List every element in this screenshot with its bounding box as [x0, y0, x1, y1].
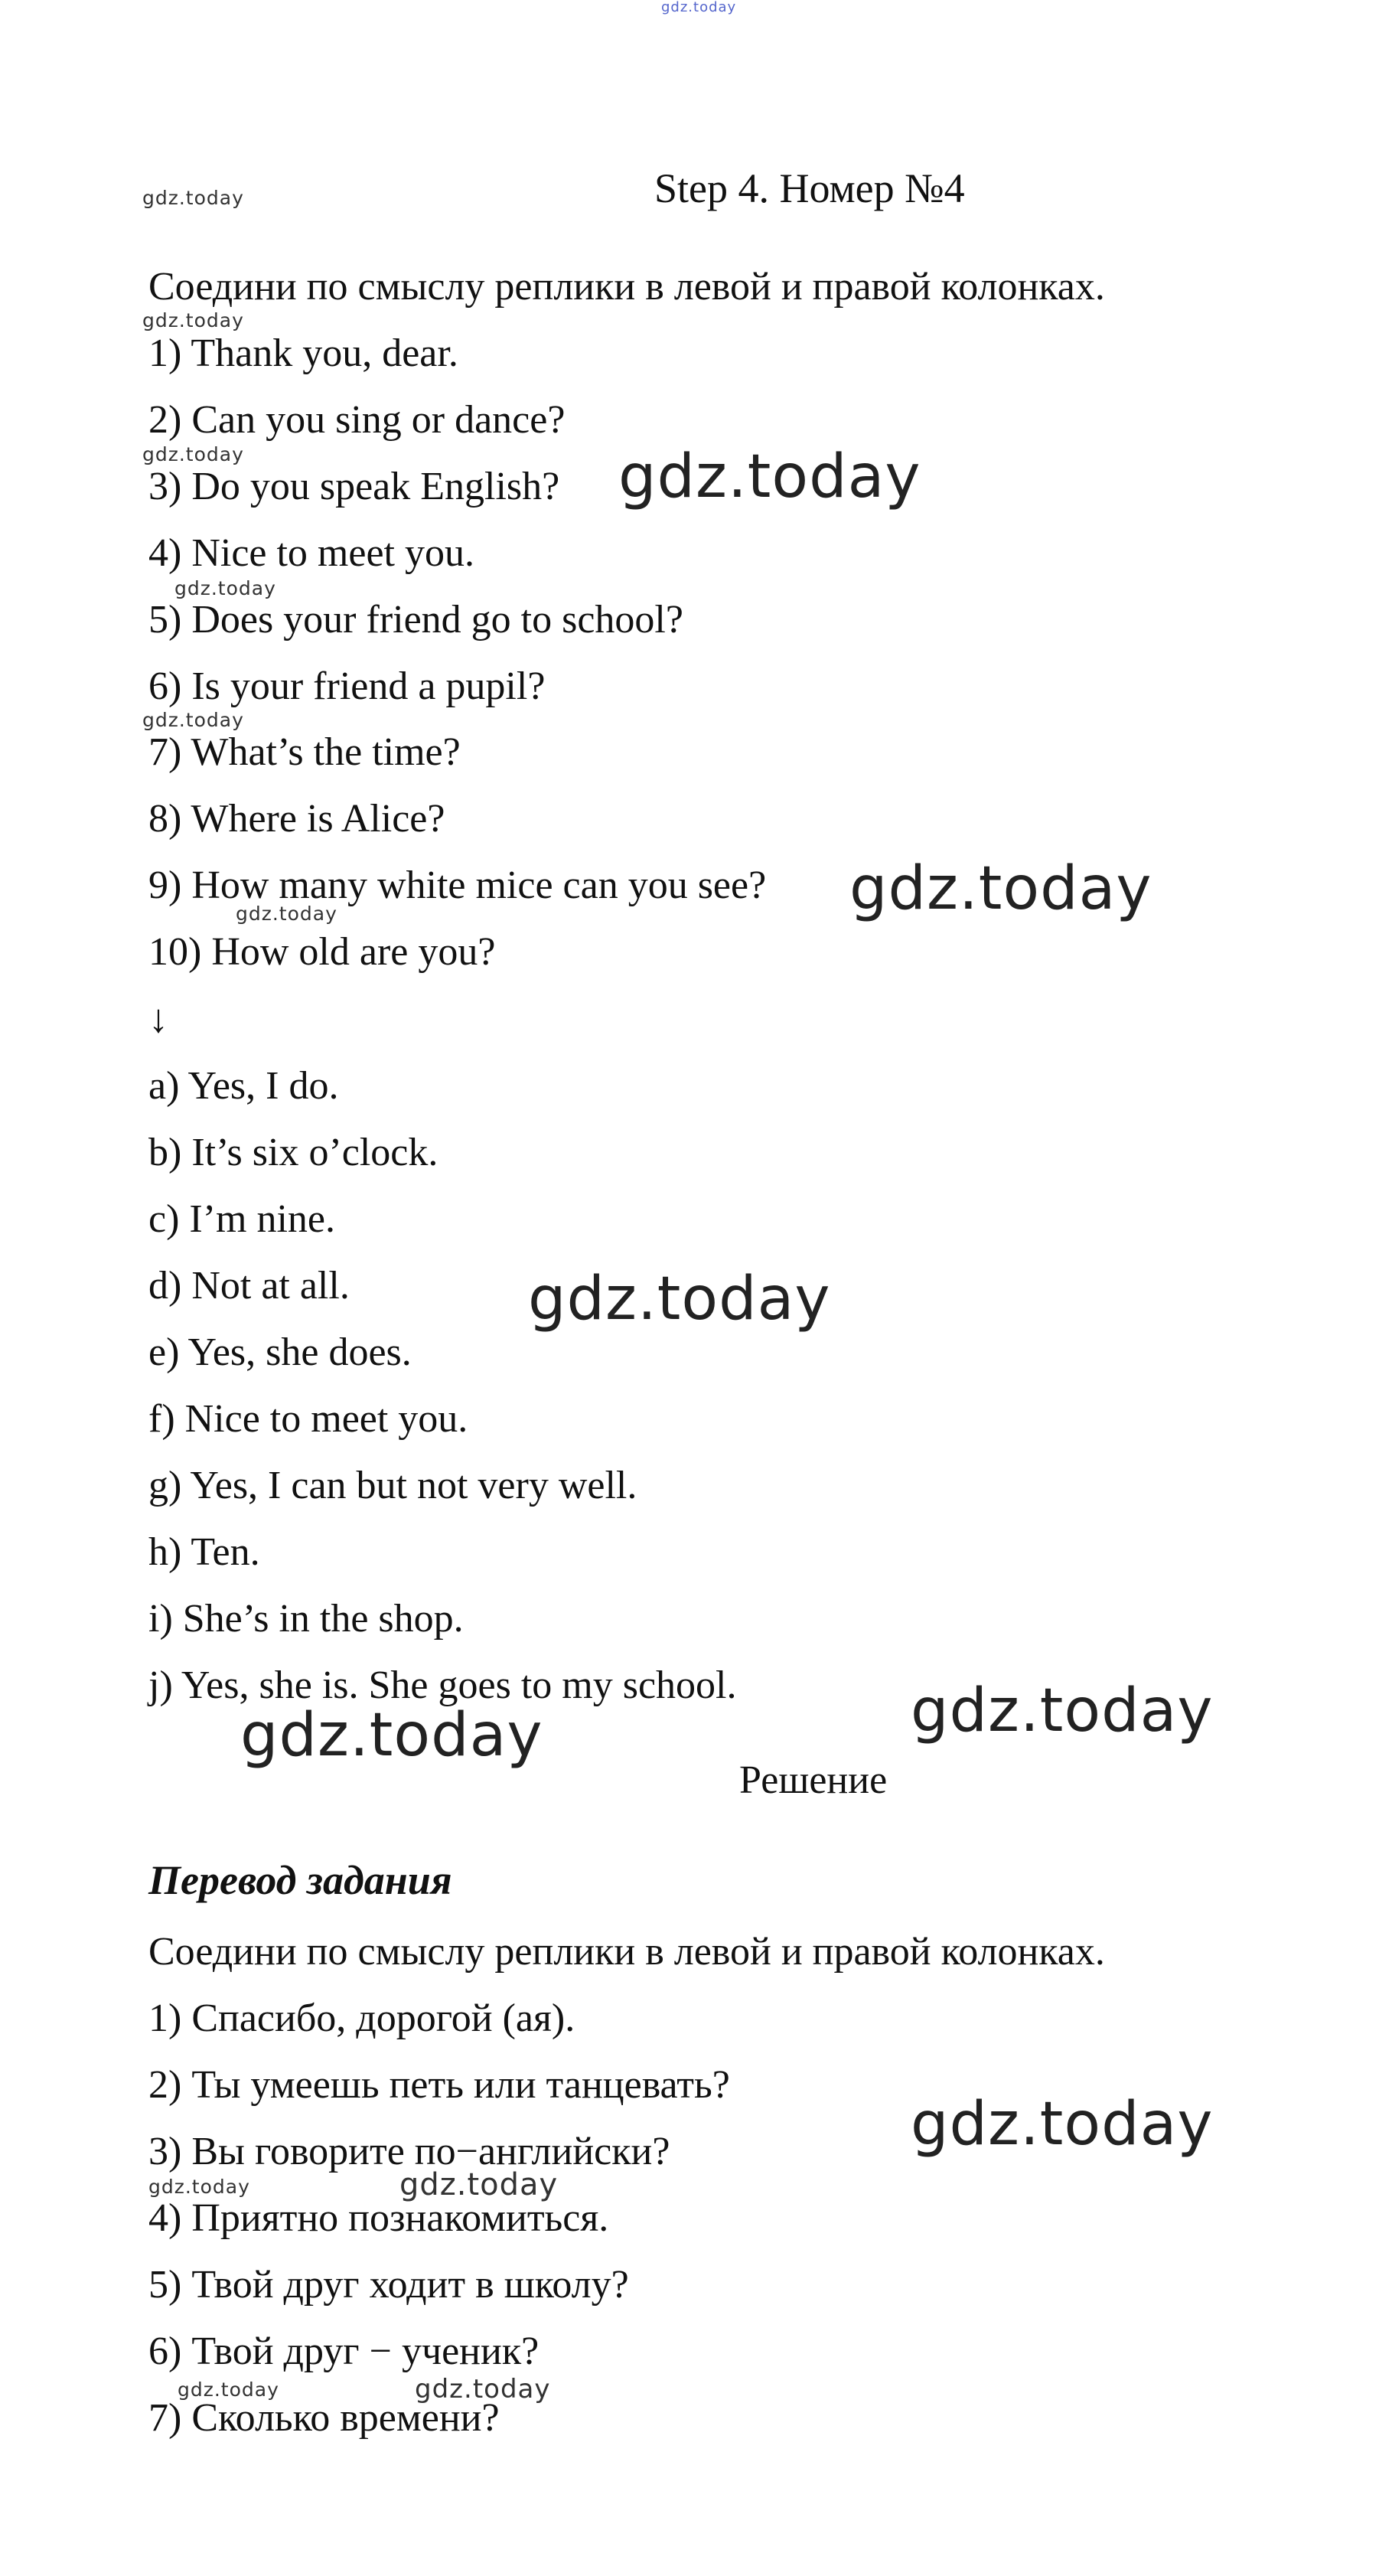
- answer-item: d) Not at all.: [148, 1264, 350, 1308]
- watermark-small: gdz.today: [236, 903, 337, 925]
- answer-item: i) She’s in the shop.: [148, 1597, 464, 1641]
- watermark-small: gdz.today: [142, 443, 244, 465]
- question-item: 2) Can you sing or dance?: [148, 398, 566, 442]
- arrow-down-icon: ↓: [148, 997, 168, 1041]
- watermark-medium: gdz.today: [399, 2167, 559, 2202]
- translation-line: 6) Твой друг − ученик?: [148, 2330, 540, 2373]
- watermark-small: gdz.today: [174, 577, 276, 599]
- watermark-large: gdz.today: [618, 442, 921, 511]
- watermark-medium: gdz.today: [415, 2374, 551, 2405]
- answer-item: h) Ten.: [148, 1530, 260, 1574]
- question-item: 7) What’s the time?: [148, 730, 461, 774]
- question-item: 6) Is your friend a pupil?: [148, 664, 546, 708]
- answer-item: j) Yes, she is. She goes to my school.: [148, 1663, 737, 1707]
- watermark-large: gdz.today: [911, 2090, 1214, 2159]
- answer-item: g) Yes, I can but not very well.: [148, 1464, 637, 1507]
- question-item: 3) Do you speak English?: [148, 465, 560, 508]
- watermark-small: gdz.today: [142, 709, 244, 731]
- question-item: 5) Does your friend go to school?: [148, 598, 683, 642]
- watermark-small: gdz.today: [148, 2176, 250, 2198]
- watermark-top: gdz.today: [661, 0, 737, 15]
- answer-item: c) I’m nine.: [148, 1197, 336, 1241]
- translation-instruction: Соедини по смыслу реплики в левой и правой колонках.: [148, 1930, 1105, 1974]
- page-title: Step 4. Номер №4: [654, 165, 965, 211]
- task-instruction: Соедини по смыслу реплики в левой и правой колонках.: [148, 265, 1105, 309]
- translation-line: 4) Приятно познакомиться.: [148, 2196, 609, 2240]
- watermark-small: gdz.today: [178, 2378, 279, 2401]
- question-item: 9) How many white mice can you see?: [148, 864, 767, 907]
- question-item: 8) Where is Alice?: [148, 797, 445, 841]
- translation-line: 2) Ты умеешь петь или танцевать?: [148, 2063, 730, 2107]
- watermark-small: gdz.today: [142, 187, 244, 209]
- watermark-large: gdz.today: [240, 1701, 543, 1770]
- answer-item: b) It’s six o’clock.: [148, 1131, 438, 1174]
- watermark-large: gdz.today: [849, 854, 1152, 923]
- question-item: 1) Thank you, dear.: [148, 331, 458, 375]
- translation-line: 5) Твой друг ходит в школу?: [148, 2263, 629, 2307]
- answer-item: e) Yes, she does.: [148, 1330, 412, 1374]
- question-item: 10) How old are you?: [148, 930, 496, 974]
- translation-line: 7) Сколько времени?: [148, 2396, 500, 2440]
- solution-label: Решение: [739, 1758, 888, 1802]
- watermark-large: gdz.today: [911, 1677, 1214, 1745]
- answer-item: f) Nice to meet you.: [148, 1397, 468, 1441]
- translation-line: 1) Спасибо, дорогой (ая).: [148, 1996, 575, 2040]
- translation-line: 3) Вы говорите по−английски?: [148, 2130, 670, 2173]
- watermark-large: gdz.today: [528, 1265, 831, 1334]
- answer-item: a) Yes, I do.: [148, 1064, 339, 1108]
- translation-heading: Перевод задания: [148, 1857, 452, 1903]
- question-item: 4) Nice to meet you.: [148, 531, 474, 575]
- watermark-small: gdz.today: [142, 309, 244, 331]
